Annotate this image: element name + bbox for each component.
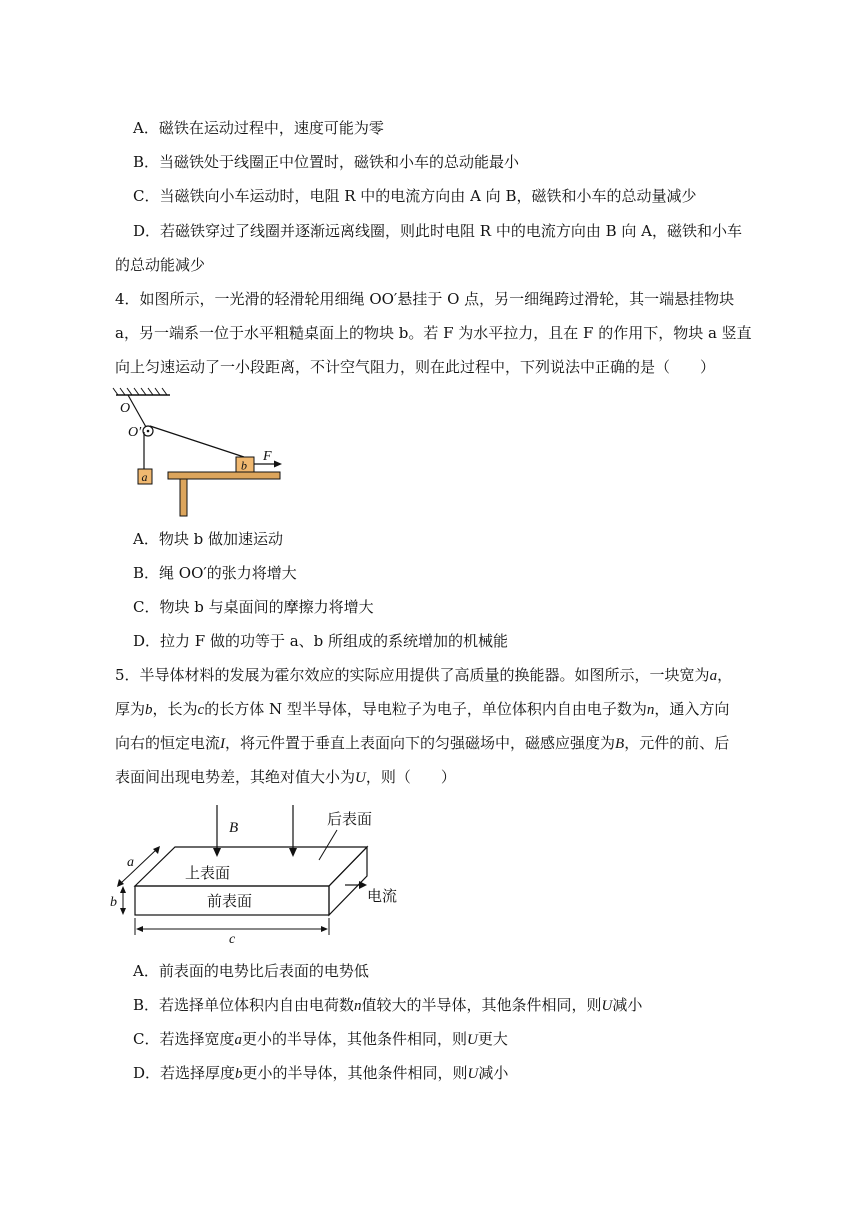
- q5-option-a: A．前表面的电势比后表面的电势低: [133, 962, 369, 980]
- label-o: O: [120, 401, 131, 416]
- label-back-surface: 后表面: [327, 812, 373, 828]
- label-b: b: [241, 458, 247, 473]
- q4-stem-line2: a，另一端系一位于水平粗糙桌面上的物块 b。若 F 为水平拉力，且在 F 的作用下，物块 a 竖直: [115, 324, 752, 342]
- table-leg: [180, 479, 187, 516]
- q5-stem-line2: 厚为b，长为c的长方体 N 型半导体，导电粒子为电子，单位体积内自由电子数为n，通入方向: [115, 700, 730, 718]
- q3-option-c: C．当磁铁向小车运动时，电阻 R 中的电流方向由 A 向 B，磁铁和小车的总动量减少: [133, 187, 697, 205]
- q4-option-c: C．物块 b 与桌面间的摩擦力将增大: [133, 598, 374, 616]
- q5-stem-line4: 表面间出现电势差，其绝对值大小为U，则（ ）: [115, 768, 456, 786]
- q4-option-d: D．拉力 F 做的功等于 a、b 所组成的系统增加的机械能: [133, 632, 509, 650]
- rope-oo: [128, 395, 146, 427]
- hall-effect-figure: [105, 800, 415, 950]
- dim-a: [120, 849, 157, 884]
- q3-option-b: B．当磁铁处于线圈正中位置时，磁铁和小车的总动能最小: [133, 153, 520, 171]
- q5-stem-line3: 向右的恒定电流I，将元件置于垂直上表面向下的匀强磁场中，磁感应强度为B，元件的前、后: [115, 734, 730, 752]
- q5-stem-line1: 5．半导体材料的发展为霍尔效应的实际应用提供了高质量的换能器。如图所示，一块宽为a，: [115, 666, 733, 684]
- label-dim-b: b: [110, 895, 117, 910]
- q3-option-a: A．磁铁在运动过程中，速度可能为零: [133, 119, 384, 137]
- label-top-surface: 上表面: [185, 866, 231, 882]
- top-face: [135, 847, 367, 886]
- q5-option-c: C．若选择宽度a更小的半导体，其他条件相同，则U更大: [133, 1030, 508, 1048]
- table-top: [168, 472, 280, 479]
- label-front-surface: 前表面: [207, 894, 253, 910]
- label-o-prime: O′: [128, 425, 142, 440]
- q5-option-d: D．若选择厚度b更小的半导体，其他条件相同，则U减小: [133, 1064, 509, 1082]
- q3-option-d-line1: D．若磁铁穿过了线圈并逐渐远离线圈，则此时电阻 R 中的电流方向由 B 向 A，磁铁和小车: [133, 222, 743, 240]
- q4-stem-line1: 4．如图所示，一光滑的轻滑轮用细绳 OO′悬挂于 O 点，另一细绳跨过滑轮，其一端悬挂物块: [115, 290, 735, 308]
- label-a: a: [141, 470, 148, 484]
- pulley-figure: [108, 385, 308, 520]
- label-f: F: [263, 449, 272, 464]
- right-face: [329, 847, 367, 915]
- label-b-field: B: [229, 820, 239, 836]
- q4-option-a: A．物块 b 做加速运动: [133, 530, 283, 548]
- label-current: 电流: [367, 889, 398, 905]
- label-dim-a: a: [127, 855, 134, 870]
- q3-option-d-line2: 的总动能减少: [115, 256, 206, 274]
- q5-option-b: B．若选择单位体积内自由电荷数n值较大的半导体，其他条件相同，则U减小: [133, 996, 643, 1014]
- q4-option-b: B．绳 OO′的张力将增大: [133, 564, 297, 582]
- q4-stem-line3: 向上匀速运动了一小段距离，不计空气阻力，则在此过程中，下列说法中正确的是（ ）: [115, 358, 716, 376]
- label-dim-c: c: [229, 932, 236, 947]
